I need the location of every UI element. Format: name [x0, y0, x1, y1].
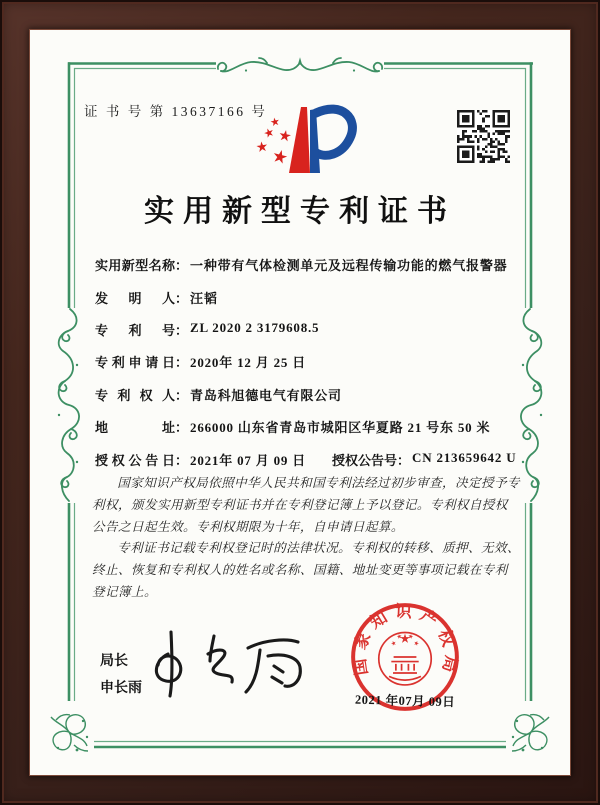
logo-stars: [256, 117, 292, 165]
bottom-right-floral-ornament: [512, 715, 549, 752]
handwritten-signature: [138, 624, 318, 702]
grant-number-label: 授权公告号: [332, 453, 398, 468]
left-flourish-ornament: [58, 309, 79, 501]
seal-text-ring: 国家知识产权局: [348, 601, 462, 681]
field-value: 青岛科旭德电气有限公司: [190, 388, 342, 403]
legal-paragraph-2: 专利证书记载专利权登记时的法律状况。专利权的转移、质押、无效、终止、恢复和专利权人的姓名或名称、国籍、地址变更等事项记载在专利登记簿上。: [92, 541, 520, 599]
field-row-filing-date: [95, 352, 306, 370]
field-row-patent-number: [95, 320, 319, 338]
field-label: 实用新型名称: [95, 258, 175, 273]
field-colon: ：: [175, 388, 189, 403]
logo-p-bowl: [315, 109, 352, 155]
field-value: 2020年 12 月 25 日: [190, 355, 307, 370]
field-row-grant: [95, 450, 517, 468]
field-value: 一种带有气体检测单元及远程传输功能的燃气报警器: [190, 258, 508, 273]
certificate-number: 证 书 号 第 13637166 号: [84, 104, 268, 119]
qr-code-icon: [457, 110, 510, 163]
field-label: 发明人: [95, 291, 175, 306]
right-flourish-ornament: [521, 309, 542, 501]
field-colon: ：: [175, 355, 189, 370]
logo-red-wedge: [289, 107, 310, 173]
field-label: 专利号: [95, 323, 175, 338]
field-colon: ：: [397, 453, 411, 468]
field-label: 专利申请日: [95, 355, 175, 370]
field-row-inventor: [95, 288, 218, 306]
grant-number-pair: [332, 450, 516, 469]
legal-paragraph-1: 国家知识产权局依照中华人民共和国专利法经过初步审查，决定授予专利权，颁发实用新型专利证书并在专利登记簿上予以登记。专利权自授权公告之日起生效。专利权期限为十年，自申请日起算。: [92, 476, 520, 534]
top-flourish-ornament: [218, 58, 382, 72]
field-colon: ：: [175, 420, 189, 435]
field-colon: ：: [175, 453, 189, 468]
director-name: 申长雨: [100, 679, 142, 695]
director-title: 局长: [100, 652, 128, 668]
field-row-address: [95, 417, 490, 435]
certificate-title: 实用新型专利证书: [144, 195, 456, 228]
field-label: 地址: [95, 420, 175, 435]
field-colon: ：: [175, 291, 189, 306]
field-row-utility-name: [95, 255, 507, 273]
grant-date-value: 2021年 07 月 09 日: [190, 453, 307, 468]
legal-body-text: [92, 473, 520, 604]
field-value: ZL 2020 2 3179608.5: [190, 320, 320, 335]
field-value: 汪韬: [190, 291, 218, 306]
field-value: 266000 山东省青岛市城阳区华夏路 21 号东 50 米: [190, 420, 491, 435]
field-colon: ：: [175, 323, 189, 338]
logo-p-stem: [310, 109, 320, 173]
field-label: 专利权人: [95, 388, 175, 403]
grant-date-label: 授权公告日: [95, 453, 175, 468]
cnipa-logo-icon: [240, 95, 370, 185]
bottom-left-floral-ornament: [51, 715, 88, 752]
field-row-patentee: [95, 385, 342, 403]
field-colon: ：: [175, 258, 189, 273]
grant-number-value: CN 213659642 U: [412, 450, 517, 465]
seal-date: 2021 年07月 09日: [354, 692, 456, 710]
